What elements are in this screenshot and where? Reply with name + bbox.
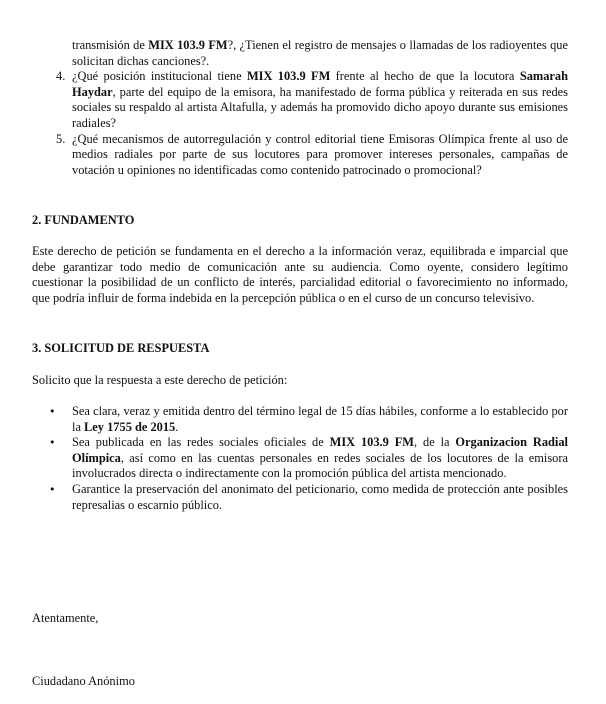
requirement-1-law: Ley 1755 de 2015 [84, 419, 176, 434]
requirement-1-suffix: . [175, 419, 179, 434]
section-2-paragraph: Este derecho de petición se fundamenta en el derecho a la información veraz, equilibrada e imparcial que debe garantizar todo medio de comunicación ante su audiencia. Como oyente, considero legítimo cuestionar la posibilidad de un conflicto de interés, parcialidad editorial o favorecimiento no informado, que podría influir de forma indebida en la percepción pública o en el curso de un concurso televisivo. [32, 244, 568, 305]
requirement-1 [48, 404, 568, 435]
closing-salutation: Atentamente, [32, 611, 99, 625]
section-3-heading: 3. SOLICITUD DE RESPUESTA [32, 341, 210, 355]
question-3-suffix: ?, ¿Tienen el registro de mensajes o llamadas de los radioyentes que solicitan dichas canciones?. [72, 38, 568, 68]
question-4-station: MIX 103.9 FM [246, 69, 331, 84]
question-5-number: 5. [56, 131, 66, 146]
question-3-station: MIX 103.9 FM [148, 38, 228, 52]
bullet-icon: • [49, 482, 56, 496]
requirement-2-station: MIX 103.9 FM [329, 435, 415, 450]
question-3-text [72, 38, 568, 69]
question-4-suffix: , parte del equipo de la emisora, ha manifestado de forma pública y reiterada en sus redes sociales su respaldo al artista Altafulla, y además ha promovido dicho apoyo durante sus emisiones radiales? [72, 84, 568, 130]
question-4-number: 4. [56, 69, 66, 84]
question-4-prefix: ¿Qué posición institucional tiene [72, 69, 247, 84]
question-4-announcer: Samarah Haydar [72, 69, 569, 99]
requirement-2-suffix: , así como en las cuentas personales en redes sociales de los locutores de la emisora involucrados directa o indirectamente con la promoción pública del artista mencionado. [72, 450, 568, 481]
section-3-intro: Solicito que la respuesta a este derecho de petición: [32, 373, 288, 387]
bullet-icon: • [49, 436, 56, 450]
requirement-1-prefix: Sea clara, veraz y emitida dentro del término legal de 15 días hábiles, conforme a lo establecido por la [72, 404, 568, 434]
question-4-middle: frente al hecho de que la locutora [330, 69, 520, 84]
requirement-3-text: Garantice la preservación del anonimato del peticionario, como medida de protección ante posibles represalias o escarnio público. [72, 481, 568, 512]
response-requirements-list [48, 404, 568, 513]
questions-list [56, 38, 568, 178]
question-3-prefix: transmisión de [72, 38, 149, 52]
requirement-2-middle: , de la [414, 435, 456, 450]
requirement-3 [48, 482, 568, 513]
requirement-2 [48, 435, 568, 482]
bullet-icon: • [49, 405, 56, 418]
question-5-text: ¿Qué mecanismos de autorregulación y control editorial tiene Emisoras Olímpica frente al uso de medios radiales por parte de sus locutores para promover intereses personales, campañas de votación u opiniones no identificadas como contenido patrocinado o promocional? [72, 131, 568, 177]
signature: Ciudadano Anónimo [32, 674, 135, 688]
section-2-heading: 2. FUNDAMENTO [32, 213, 135, 227]
question-4 [56, 69, 568, 131]
requirement-2-organization: Organizacion Radial Olímpica [72, 435, 568, 465]
question-5 [56, 132, 568, 179]
requirement-2-prefix: Sea publicada en las redes sociales oficiales de [72, 435, 330, 450]
question-4-text [72, 69, 568, 131]
question-3-continuation [56, 38, 568, 69]
